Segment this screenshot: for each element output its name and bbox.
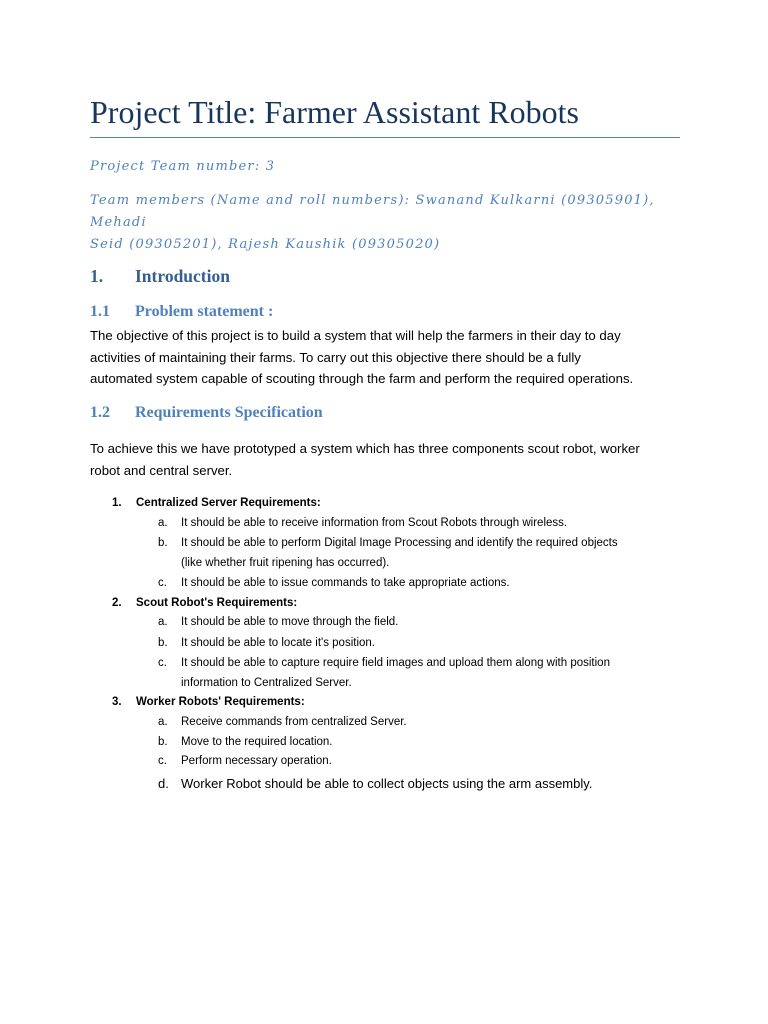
section-title: Problem statement : — [135, 303, 274, 320]
paragraph-line: robot and central server. — [90, 462, 233, 478]
team-members-line: Seid (09305201), Rajesh Kaushik (09305020) — [90, 237, 441, 252]
list-text-line: It should be able to move through the field. — [181, 616, 399, 628]
list-number: 1. — [112, 497, 122, 509]
list-text — [181, 534, 681, 573]
paragraph-line: automated system capable of scouting through the farm and perform the required operations. — [90, 371, 634, 386]
problem-statement-paragraph — [90, 325, 690, 390]
list-letter: c. — [158, 577, 167, 589]
list-letter: c. — [158, 755, 167, 767]
list-text-line: It should be able to issue commands to take appropriate actions. — [181, 577, 510, 589]
list-text-line: Move to the required location. — [181, 736, 333, 748]
list-text-line: information to Centralized Server. — [181, 676, 352, 689]
team-members-line: Team members (Name and roll numbers): Swanand Kulkarni (09305901), Mehadi — [90, 193, 655, 230]
section-number: 1. — [90, 266, 104, 286]
team-number: Project Team number: 3 — [90, 159, 276, 174]
list-letter: a. — [158, 517, 168, 529]
list-number: 3. — [112, 696, 122, 708]
paragraph-line: The objective of this project is to build a system that will help the farmers in their day to day — [90, 328, 621, 343]
title-underline — [90, 137, 680, 138]
list-text — [181, 654, 681, 693]
list-text-line: Perform necessary operation. — [181, 755, 332, 767]
requirements-intro-paragraph — [90, 438, 690, 481]
section-title: Introduction — [135, 266, 230, 286]
list-letter: b. — [158, 537, 168, 549]
list-text — [181, 574, 681, 594]
requirement-group — [0, 494, 768, 513]
list-text-line: It should be able to perform Digital Image Processing and identify the required objects — [181, 537, 618, 549]
requirement-group — [0, 594, 768, 613]
list-text — [181, 634, 681, 654]
list-letter: d. — [158, 776, 169, 791]
requirement-group — [0, 693, 768, 712]
paragraph-line: activities of maintaining their farms. To carry out this objective there should be a fully — [90, 349, 581, 365]
section-number: 1.1 — [90, 303, 110, 320]
document-title: Project Title: Farmer Assistant Robots — [90, 94, 579, 130]
list-text-line: It should be able to locate it's position. — [181, 637, 375, 649]
list-text-line: It should be able to capture require field images and upload them along with position — [181, 657, 610, 669]
list-letter: b. — [158, 637, 168, 649]
section-heading-introduction — [90, 264, 230, 288]
list-title: Scout Robot's Requirements: — [136, 597, 298, 609]
list-letter: b. — [158, 736, 168, 748]
list-letter: c. — [158, 657, 167, 669]
list-text-line: Receive commands from centralized Server. — [181, 716, 407, 728]
list-text — [181, 774, 681, 794]
list-letter: a. — [158, 616, 168, 628]
list-letter: a. — [158, 716, 168, 728]
list-text-line: (like whether fruit ripening has occurred). — [181, 556, 390, 569]
team-members — [90, 190, 690, 256]
list-text — [181, 733, 681, 753]
paragraph-line: To achieve this we have prototyped a system which has three components scout robot, worker — [90, 441, 640, 456]
list-title: Worker Robots' Requirements: — [136, 696, 305, 708]
list-text — [181, 713, 681, 733]
section-number: 1.2 — [90, 404, 110, 421]
list-number: 2. — [112, 597, 122, 609]
section-heading-problem-statement — [90, 301, 273, 323]
list-title: Centralized Server Requirements: — [136, 497, 321, 509]
list-text-line: Worker Robot should be able to collect objects using the arm assembly. — [181, 776, 593, 791]
list-text — [181, 613, 681, 633]
section-heading-requirements — [90, 402, 323, 424]
list-text — [181, 752, 681, 772]
list-text — [181, 514, 681, 534]
section-title: Requirements Specification — [135, 404, 323, 421]
list-text-line: It should be able to receive information from Scout Robots through wireless. — [181, 517, 568, 529]
